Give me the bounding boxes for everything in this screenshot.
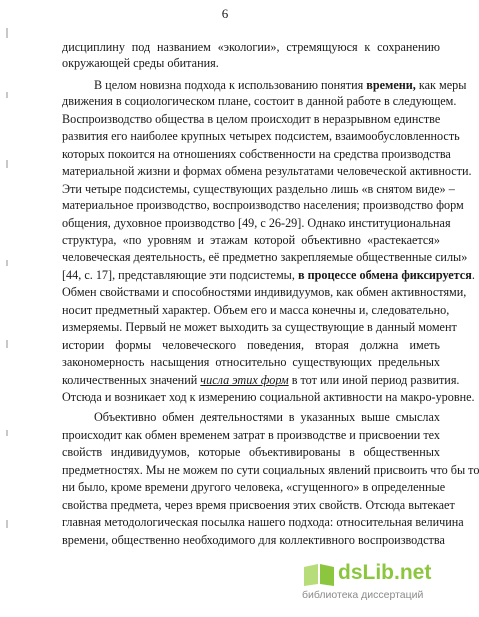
text-span: времени, общественно необходимого для коллективного воспроизводства: [62, 533, 445, 547]
text-line: [62, 55, 440, 71]
text-span: как меры: [415, 78, 467, 92]
text-line: [62, 532, 445, 548]
text-line: [62, 111, 440, 127]
text-span: количественных значений: [62, 373, 201, 387]
underlined-text: числа этих форм: [200, 373, 289, 387]
text-span: материальной жизни и формах обмена результатами человеческой активности.: [62, 164, 472, 178]
text-line: [62, 163, 472, 179]
text-line: [62, 319, 457, 335]
text-line: [94, 77, 467, 93]
text-line: [62, 337, 440, 353]
text-span: свойства предмета, через время присвоения этих свойств. Отсюда вытекает: [62, 498, 455, 512]
text-line: [62, 389, 475, 405]
text-line: [62, 39, 440, 55]
text-line: [62, 284, 467, 300]
text-span: закономерность насыщения относительно существующих предельных: [62, 355, 440, 369]
text-line: [62, 479, 446, 495]
text-line: [62, 93, 457, 109]
text-span: измеряемы. Первый не может выходить за существующие в данный момент: [62, 320, 457, 334]
text-span: Воспроизводство общества в целом происходит в неразрывном единстве: [62, 112, 441, 126]
text-span: [44, с. 17], представляющие эти подсистемы,: [62, 268, 298, 282]
text-line: [62, 302, 450, 318]
text-span: главная методологическая посылка нашего подхода: относительная величина: [62, 515, 464, 529]
text-span: движения в социологическом плане, состоит в данной работе в следующем.: [62, 94, 457, 108]
text-span: происходит как обмен временем затрат в производстве и присвоении тех: [62, 428, 441, 442]
text-line: [62, 497, 455, 513]
book-logo-icon: [302, 561, 336, 587]
text-span: Отсюда и возникает ход к измерению социальной активности на макро-уровне.: [62, 390, 475, 404]
text-line: [94, 409, 440, 425]
text-span: структура, «по уровням и этажам которой объективно «растекается»: [62, 233, 440, 247]
text-span: свойств индивидуумов, которые объективированы в общественных: [62, 445, 440, 459]
text-line: [62, 197, 464, 213]
watermark-subtitle: библиотека диссертаций: [302, 589, 424, 601]
text-line: [62, 514, 464, 530]
text-span: которых покоится на отношениях собственности на средства производства: [62, 147, 451, 161]
text-line: [62, 146, 451, 162]
dslib-watermark[interactable]: [302, 561, 438, 607]
page-number: 6: [221, 6, 229, 21]
text-span: окружающей среды обитания.: [62, 56, 219, 70]
bold-text: времени,: [366, 78, 416, 92]
text-line: [62, 267, 475, 283]
bold-text: в процессе обмена фиксируется: [297, 268, 472, 282]
text-line: [62, 232, 440, 248]
text-line: [62, 372, 460, 388]
text-span: развития его наиболее крупных четырех подсистем, взаимообусловленность: [62, 129, 460, 143]
text-line: [62, 462, 479, 478]
scan-margin-marks: [6, 0, 14, 617]
text-line: [62, 181, 455, 197]
text-span: истории формы человеческого поведения, вторая должна иметь: [62, 338, 440, 352]
text-span: материальное производство, воспроизводство населения; производство форм: [62, 198, 464, 212]
text-span: Эти четыре подсистемы, существующих раздельно лишь «в снятом виде» –: [62, 182, 455, 196]
text-line: [62, 128, 460, 144]
text-line: [62, 215, 451, 231]
text-span: В целом новизна подхода к использованию понятия: [94, 78, 367, 92]
text-span: в тот или иной период развития.: [288, 373, 460, 387]
text-line: [62, 444, 440, 460]
text-span: .: [471, 268, 475, 282]
text-span: носит предметный характер. Объем его и масса конечны и, следовательно,: [62, 303, 450, 317]
watermark-brand: dsLib.net: [338, 561, 432, 584]
text-span: общения, духовное производство [49, с 26-29]. Однако институциональная: [62, 216, 451, 230]
text-span: дисциплину под названием «экологии», стремящуюся к сохранению: [62, 40, 440, 54]
text-span: ни было, кроме времени другого человека, «сгущенного» в определенные: [62, 480, 446, 494]
text-span: человеческая деятельность, её предметно закрепляемые общественные силы»: [62, 250, 468, 264]
text-line: [62, 249, 468, 265]
text-span: Обмен свойствами и способностями индивидуумов, как обмен активностями,: [62, 285, 467, 299]
text-span: предметностях. Мы не можем по сути социальных явлений присвоить что бы то: [62, 463, 479, 477]
text-line: [62, 427, 440, 443]
text-span: Объективно обмен деятельностями в указанных выше смыслах: [94, 410, 440, 424]
text-line: [62, 354, 440, 370]
